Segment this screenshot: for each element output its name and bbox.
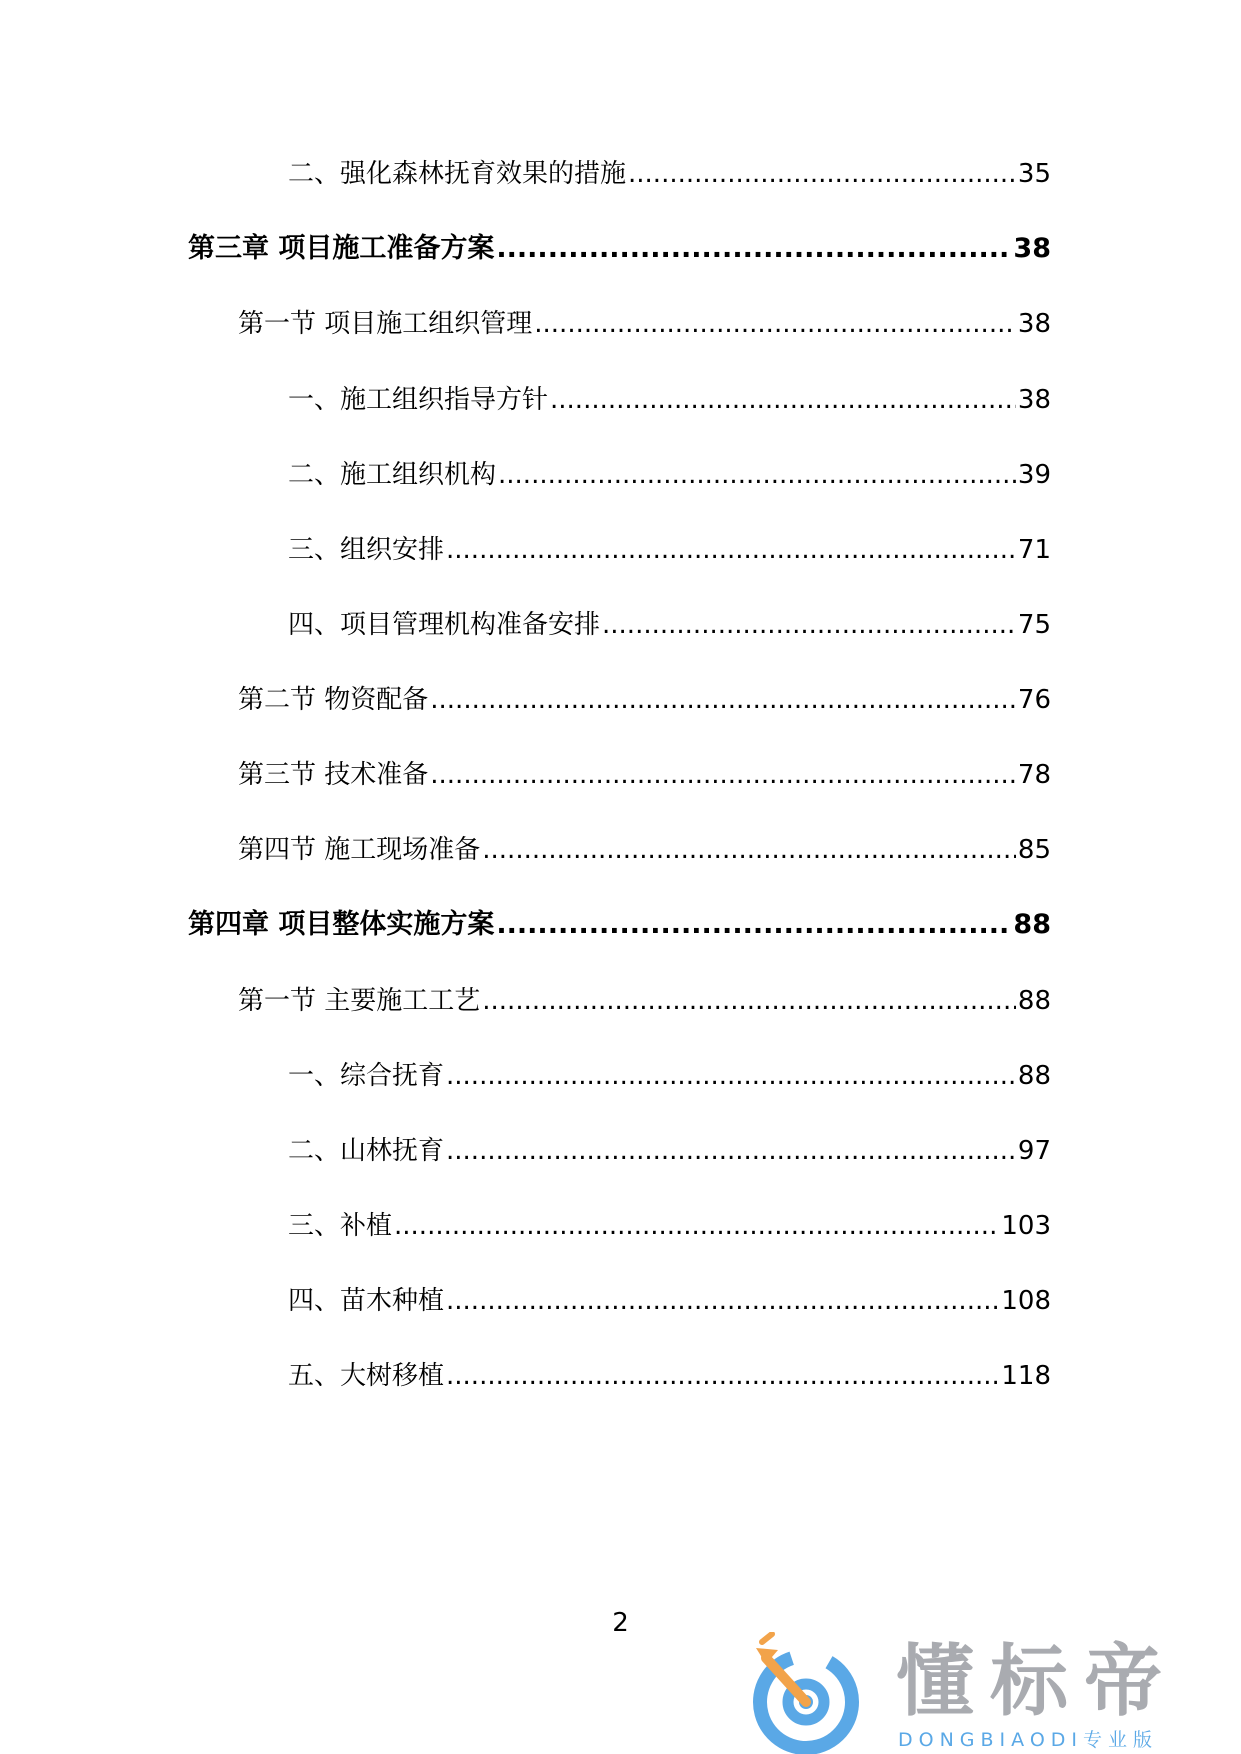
toc-entry-title: 第二节 物资配备	[238, 685, 429, 715]
toc-entry-title: 二、强化森林抚育效果的措施	[288, 159, 627, 189]
toc-entry-title: 五、大树移植	[288, 1361, 445, 1391]
toc-dot-leader	[430, 755, 1016, 795]
toc-entry[interactable]	[238, 680, 1051, 720]
toc-entry-page: 88	[1013, 909, 1051, 940]
toc-entry-page: 88	[1017, 1061, 1051, 1091]
toc-entry[interactable]	[238, 830, 1051, 870]
toc-entry[interactable]	[288, 1056, 1051, 1096]
toc-entry[interactable]	[288, 455, 1051, 495]
toc-dot-leader	[498, 455, 1016, 495]
toc-entry-page: 78	[1017, 760, 1051, 790]
toc-entry[interactable]	[288, 605, 1051, 645]
toc-entry[interactable]	[288, 1206, 1051, 1246]
toc-entry-page: 85	[1017, 835, 1051, 865]
target-arrow-icon	[748, 1632, 888, 1754]
toc-entry-title: 三、组织安排	[288, 535, 445, 565]
toc-entry[interactable]	[238, 755, 1051, 795]
toc-dot-leader	[446, 1356, 999, 1396]
toc-entry[interactable]	[238, 981, 1051, 1021]
toc-entry-page: 38	[1013, 233, 1051, 264]
toc-entry-page: 71	[1017, 535, 1051, 565]
toc-entry[interactable]	[188, 905, 1051, 945]
toc-dot-leader	[534, 304, 1016, 344]
toc-entry-page: 97	[1017, 1136, 1051, 1166]
toc-entry-page: 108	[1001, 1286, 1051, 1316]
toc-entry-page: 38	[1017, 309, 1051, 339]
toc-dot-leader	[446, 530, 1016, 570]
toc-dot-leader	[430, 680, 1016, 720]
toc-entry[interactable]	[288, 1131, 1051, 1171]
toc-entry-page: 39	[1017, 460, 1051, 490]
toc-entry-page: 103	[1001, 1211, 1051, 1241]
toc-dot-leader	[496, 229, 1011, 269]
toc-dot-leader	[446, 1281, 999, 1321]
watermark-logo	[748, 1632, 1241, 1754]
toc-dot-leader	[628, 154, 1016, 194]
toc-entry-title: 一、施工组织指导方针	[288, 385, 549, 415]
toc-entry-page: 76	[1017, 685, 1051, 715]
toc-dot-leader	[496, 905, 1011, 945]
toc-dot-leader	[550, 380, 1016, 420]
toc-entry-title: 第一节 主要施工工艺	[238, 986, 481, 1016]
toc-entry-title: 二、施工组织机构	[288, 460, 497, 490]
toc-entry-title: 三、补植	[288, 1211, 393, 1241]
toc-entry-title: 二、山林抚育	[288, 1136, 445, 1166]
toc-dot-leader	[446, 1131, 1016, 1171]
toc-dot-leader	[482, 981, 1016, 1021]
toc-dot-leader	[602, 605, 1016, 645]
toc-dot-leader	[482, 830, 1016, 870]
toc-dot-leader	[394, 1206, 999, 1246]
toc-entry[interactable]	[288, 154, 1051, 194]
toc-entry[interactable]	[288, 1356, 1051, 1396]
toc-entry-title: 四、项目管理机构准备安排	[288, 610, 601, 640]
toc-entry-title: 第四节 施工现场准备	[238, 835, 481, 865]
toc-entry[interactable]	[188, 229, 1051, 269]
toc-entry-page: 38	[1017, 385, 1051, 415]
toc-entry-page: 118	[1001, 1361, 1051, 1391]
watermark-brand-name: 懂标帝	[896, 1637, 1179, 1727]
watermark-subtitle: DONGBIAODI专业版	[898, 1729, 1159, 1751]
toc-entry-title: 第一节 项目施工组织管理	[238, 309, 533, 339]
toc-entry-page: 35	[1017, 159, 1051, 189]
toc-entry[interactable]	[238, 304, 1051, 344]
toc-entry-page: 75	[1017, 610, 1051, 640]
toc-entry[interactable]	[288, 380, 1051, 420]
toc-entry-title: 第四章 项目整体实施方案	[188, 909, 495, 940]
toc-entry[interactable]	[288, 1281, 1051, 1321]
toc-dot-leader	[446, 1056, 1016, 1096]
toc-entry[interactable]	[288, 530, 1051, 570]
toc-entry-title: 一、综合抚育	[288, 1061, 445, 1091]
page-number: 2	[612, 1608, 629, 1638]
toc-entry-title: 四、苗木种植	[288, 1286, 445, 1316]
toc-entry-title: 第三章 项目施工准备方案	[188, 233, 495, 264]
toc-entry-title: 第三节 技术准备	[238, 760, 429, 790]
toc-entry-page: 88	[1017, 986, 1051, 1016]
